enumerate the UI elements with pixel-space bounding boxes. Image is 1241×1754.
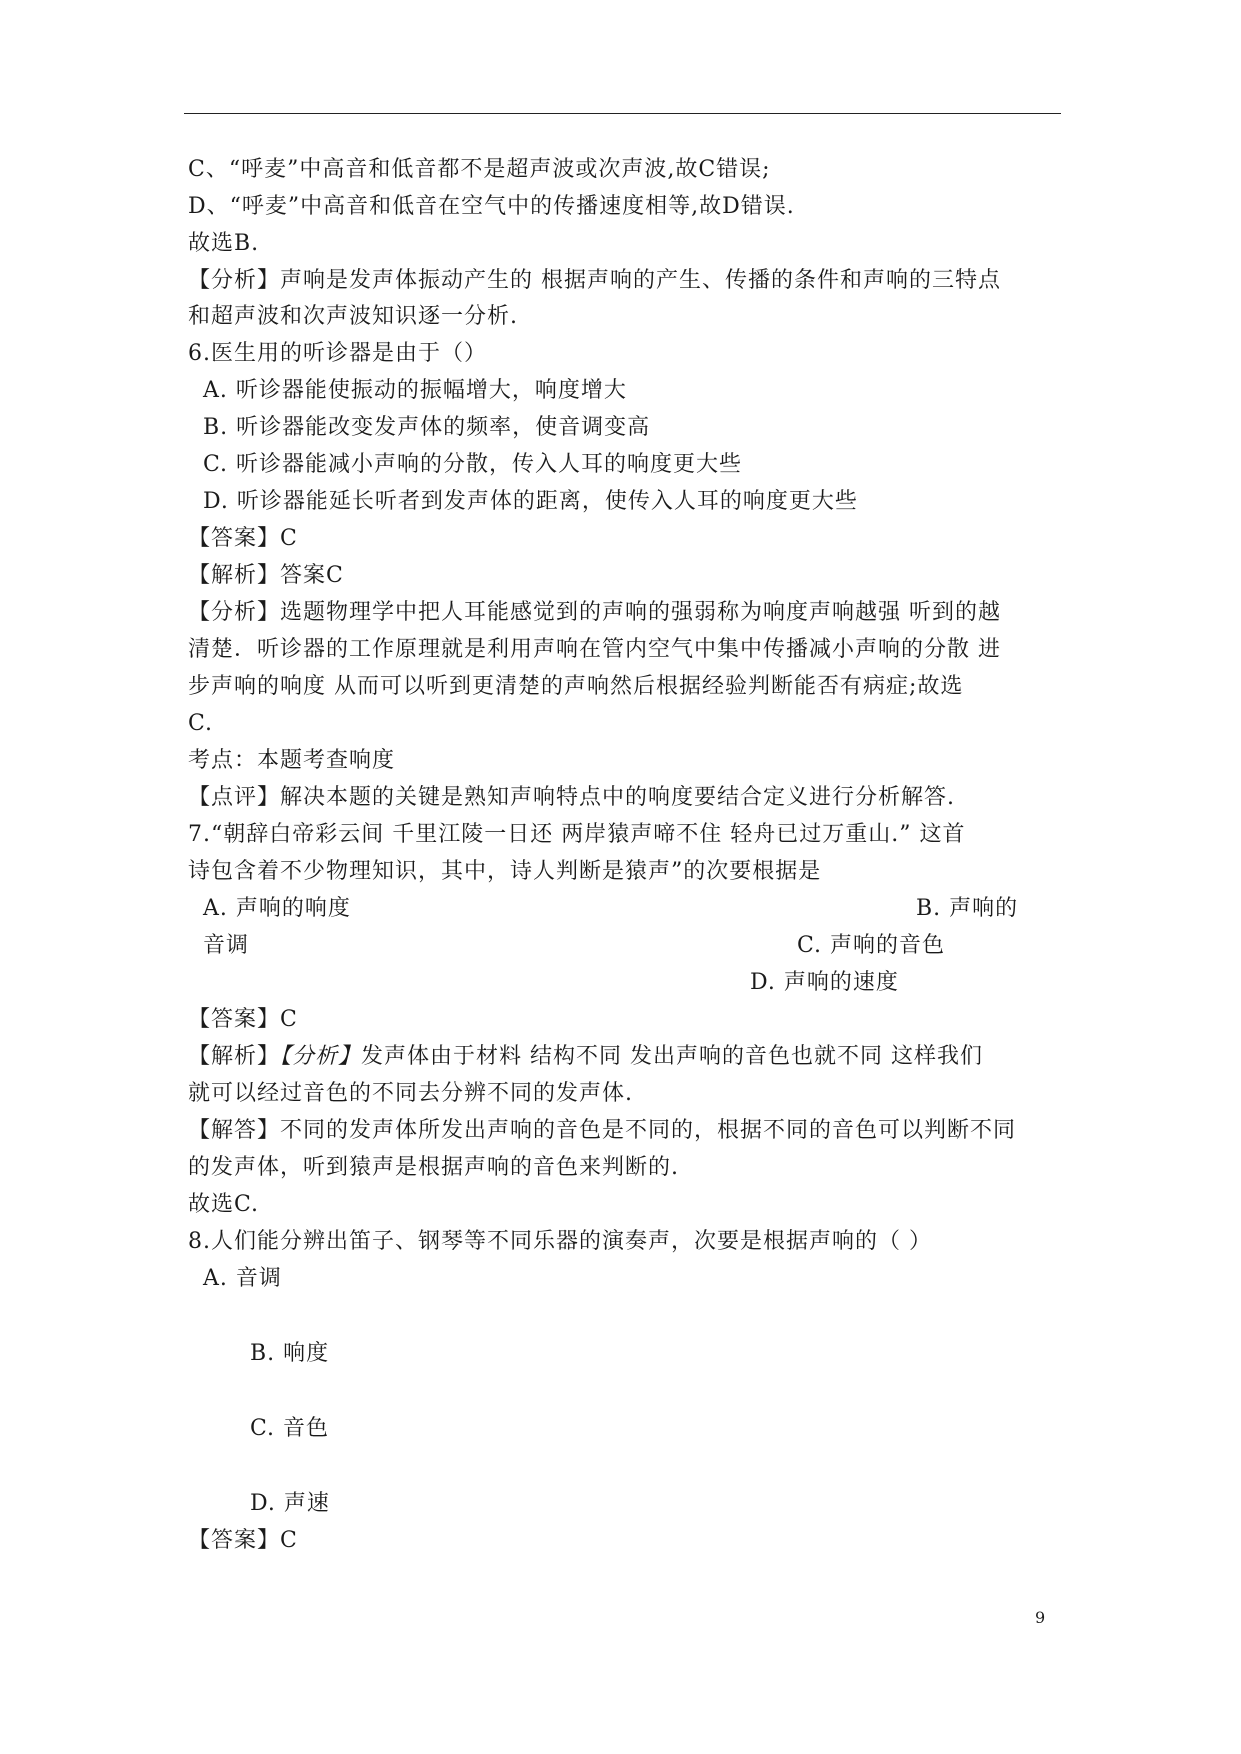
- q7-guxuan: 故选C.: [188, 1192, 260, 1217]
- q8-answer: 【答案】C: [188, 1528, 298, 1553]
- text-line: D、“呼麦”中高音和低音在空气中的传播速度相等,故D错误.: [188, 194, 795, 219]
- q8-option-b: B. 响度: [250, 1341, 330, 1366]
- question-7-stem: 诗包含着不少物理知识，其中，诗人判断是猿声”的次要根据是: [188, 859, 822, 884]
- q8-option-d: D. 声速: [250, 1491, 330, 1516]
- q6-dianping: 【点评】解决本题的关键是熟知声响特点中的响度要结合定义进行分析解答.: [188, 785, 955, 810]
- question-6-stem: 6.医生用的听诊器是由于（）: [188, 341, 487, 366]
- q6-answer: 【答案】C: [188, 526, 298, 551]
- text-line: C、“呼麦”中高音和低音都不是超声波或次声波,故C错误;: [188, 157, 771, 182]
- q8-option-a: A. 音调: [203, 1266, 282, 1291]
- q7-jiexi: [188, 1042, 983, 1072]
- question-8-stem: 8.人们能分辨出笛子、钢琴等不同乐器的演奏声，次要是根据声响的（ ）: [188, 1229, 932, 1254]
- jiexi-text: 发声体由于材料 结构不同 发出声响的音色也就不同 这样我们: [361, 1044, 984, 1069]
- q6-fenxi: 【分析】选题物理学中把人耳能感觉到的声响的强弱称为响度声响越强 听到的越: [188, 600, 1001, 625]
- q6-option-a: A. 听诊器能使振动的振幅增大，响度增大: [203, 378, 627, 403]
- text-line: 【分析】声响是发声体振动产生的 根据声响的产生、传播的条件和声响的三特点: [188, 268, 1001, 293]
- q6-fenxi: 清楚．听诊器的工作原理就是利用声响在管内空气中集中传播减小声响的分散 进: [188, 637, 1001, 662]
- q6-jiexi: 【解析】答案C: [188, 563, 344, 588]
- q6-option-d: D. 听诊器能延长听者到发声体的距离，使传入人耳的响度更大些: [203, 489, 858, 514]
- q7-option-c: C. 声响的音色: [797, 933, 946, 958]
- q7-option-b: B. 声响的: [916, 896, 1019, 921]
- q6-fenxi: 步声响的响度 从而可以听到更清楚的声响然后根据经验判断能否有病症;故选: [188, 674, 964, 699]
- q8-option-c: C. 音色: [250, 1416, 330, 1441]
- question-7-stem: 7.“朝辞白帝彩云间 千里江陵一日还 两岸猿声啼不住 轻舟已过万重山.” 这首: [188, 822, 966, 847]
- q6-option-b: B. 听诊器能改变发声体的频率，使音调变高: [203, 415, 651, 440]
- q6-kaodian: 考点：本题考查响度: [188, 748, 396, 773]
- q7-option-a: A. 声响的响度: [203, 896, 351, 921]
- q7-answer: 【答案】C: [188, 1007, 298, 1032]
- q7-option-b-cont: 音调: [203, 933, 250, 958]
- header-rule: [184, 113, 1061, 114]
- text-line: 和超声波和次声波知识逐一分析.: [188, 304, 518, 329]
- q6-option-c: C. 听诊器能减小声响的分散，传入人耳的响度更大些: [203, 452, 743, 477]
- q7-jiexi-cont: 就可以经过音色的不同去分辨不同的发声体.: [188, 1081, 633, 1106]
- page-number: 9: [1035, 1608, 1046, 1627]
- q6-fenxi: C.: [188, 711, 214, 736]
- jiexi-label: 【解析】: [188, 1044, 281, 1069]
- fenxi-label: 【分析】: [280, 1044, 362, 1069]
- q7-option-d: D. 声响的速度: [750, 970, 899, 995]
- q7-jieda: 的发声体，听到猿声是根据声响的音色来判断的.: [188, 1155, 679, 1180]
- q7-jieda: 【解答】不同的发声体所发出声响的音色是不同的，根据不同的音色可以判断不同: [188, 1118, 1017, 1143]
- text-line: 故选B.: [188, 231, 260, 256]
